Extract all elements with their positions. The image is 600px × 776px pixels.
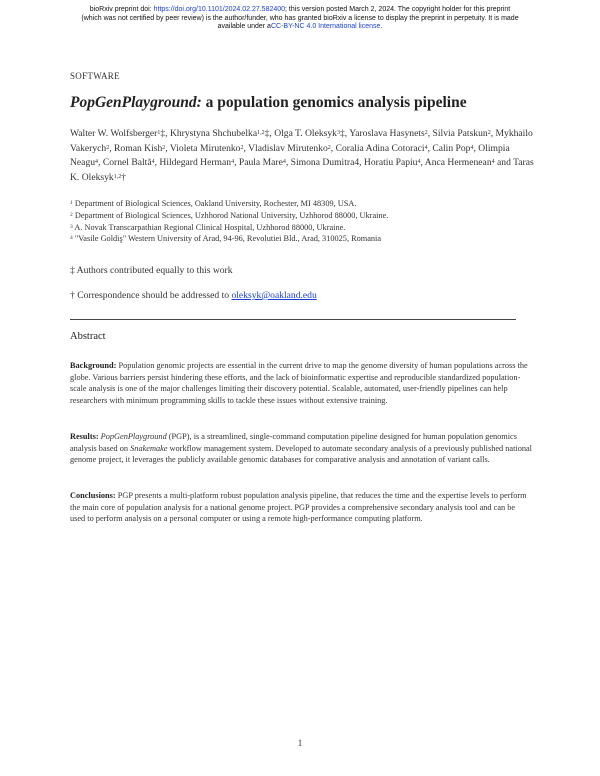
background-text: Population genomic projects are essential in the current drive to map the genome diversity of human populations across the globe. Various barriers persist hindering these efforts, and the lack of bioinformatic expertise and reproducible standardized population-scale analysis is one of the major challenges limiting their discovery potential. Scalable, automated, user-friendly pipelines can help researchers with minimum programming skills to tackle these issues without extensive training.	[70, 361, 528, 405]
author-name: Olimpia Neagu	[70, 142, 510, 168]
section-label: SOFTWARE	[70, 71, 120, 81]
author-separator: ,	[154, 157, 160, 168]
author-affil-sup: 4	[282, 159, 286, 165]
author-name: Vladislav Mirutenko	[248, 142, 328, 154]
author	[291, 157, 364, 168]
author-name: Simona Dumitra4	[290, 157, 360, 168]
correspondence-note	[70, 290, 317, 301]
affiliation-text: Department of Biological Sciences, Oakland University, Rochester, MI 48309, USA.	[74, 199, 357, 208]
author-name: Walter W. Wolfsberger	[70, 128, 158, 139]
abstract-results	[70, 431, 532, 466]
author-separator: ,	[359, 157, 364, 168]
author-name: Yaroslava Hasynets	[349, 128, 425, 139]
author-name: Silvia Patskun	[432, 128, 488, 139]
author-separator: ,	[330, 142, 336, 154]
author-affil-sup: 4	[417, 159, 421, 165]
author-affil-sup: 4	[231, 159, 235, 165]
author	[364, 157, 425, 168]
author-affil-sup: 4	[424, 144, 428, 151]
author-list	[70, 127, 540, 185]
author-affil-sup: 1,2	[257, 130, 265, 136]
author-affil-sup: 2	[106, 144, 110, 151]
paper-title	[70, 94, 540, 112]
author-name: Paula Mare	[238, 157, 283, 168]
author-separator: ,	[490, 128, 496, 139]
divider	[70, 319, 516, 320]
affiliation	[70, 222, 540, 234]
author-name: Violeta Mirutenko	[169, 142, 241, 154]
author-mark: ‡	[160, 128, 166, 139]
affiliation	[70, 210, 540, 222]
banner-line1-rest: ; this version posted March 2, 2024. The copyright holder for this preprint	[285, 6, 511, 13]
author-separator: ,	[109, 142, 115, 154]
author-separator: ,	[344, 128, 350, 139]
abstract-heading: Abstract	[70, 331, 106, 342]
abstract-conclusions	[70, 490, 532, 525]
affiliation	[70, 233, 540, 245]
author-affil-sup: 4	[151, 159, 155, 165]
author-affil-sup: 3	[336, 130, 340, 136]
affiliation-number: 2	[70, 211, 73, 218]
author-name: Mykhailo Vakerych	[70, 128, 533, 154]
author	[103, 157, 160, 168]
affiliation-text: Department of Biological Sciences, Uzhhorod National University, Uzhhorod 88000, Ukraine.	[74, 210, 389, 220]
author-separator: ,	[427, 128, 433, 139]
author-affil-sup: 2	[327, 144, 331, 151]
background-label: Background:	[70, 361, 117, 370]
affiliation-list	[70, 198, 540, 245]
author	[114, 143, 170, 154]
results-label: Results:	[70, 432, 99, 441]
results-mid: (PGP), is a streamlined, single-command computation pipeline designed for human population genomics analysis based on	[70, 432, 517, 453]
author-separator: ,	[243, 142, 249, 154]
author-affil-sup: 2	[240, 144, 244, 151]
author-affil-sup: 4	[470, 144, 474, 151]
author-separator: ,	[234, 157, 239, 168]
author	[239, 157, 291, 168]
author-separator: and	[494, 157, 514, 168]
page-number: 1	[297, 738, 303, 748]
banner-line3-prefix: available under a	[217, 23, 271, 30]
equal-contribution-note: ‡ Authors contributed equally to this work	[70, 265, 233, 276]
author-name: Roman Kish	[114, 142, 163, 154]
author	[70, 128, 170, 139]
doi-link[interactable]: https://doi.org/10.1101/2024.02.27.582400	[153, 6, 286, 13]
author-separator: ,	[165, 128, 170, 139]
author-affil-sup: 4	[491, 159, 495, 165]
author	[159, 157, 238, 168]
author-mark: ‡	[339, 128, 345, 139]
author-affil-sup: 2	[487, 130, 491, 136]
affiliation-number: 4	[70, 235, 73, 242]
author-separator: ,	[165, 142, 170, 154]
author-name: Hildegard Herman	[159, 157, 232, 168]
author-separator: ,	[473, 142, 479, 154]
author-name: Anca Hermenean	[424, 157, 492, 168]
results-end: workflow management system. Developed to automate secondary analysis of a previously published national genome project, it leverages the publicly available genomic databases for comparative analysis and annotation of variant calls.	[70, 443, 532, 465]
author	[432, 143, 478, 154]
author-name: Horatiu Papiu	[363, 157, 418, 168]
author-separator: ,	[427, 142, 433, 154]
author	[170, 128, 274, 139]
author-affil-sup: 4	[95, 159, 99, 165]
affiliation-text: "Vasile Goldiş" Western University of Arad, 94-96, Revolutiei Bld., Arad, 310025, Romania	[74, 234, 382, 244]
author-name: Cornel Baltă	[102, 157, 152, 168]
author-separator: ,	[98, 157, 103, 168]
results-italic: PopGenPlayground	[100, 432, 167, 441]
author	[248, 143, 335, 154]
banner-line3-suffix: .	[380, 23, 383, 30]
author-name: Khrystyna Shchubelka	[169, 128, 258, 139]
banner-line2: (which was not certified by peer review) is the author/funder, who has granted bioRxiv a license to display the preprint in perpetuity. It is made	[81, 14, 519, 22]
author	[274, 128, 349, 139]
author	[170, 143, 248, 154]
title-rest: a population genomics analysis pipeline	[201, 94, 467, 111]
correspondence-email-link[interactable]: oleksyk@oakland.edu	[231, 290, 317, 301]
results-italic2: Snakemake	[130, 443, 168, 453]
author-name: Calin Pop	[432, 142, 471, 154]
conclusions-label: Conclusions:	[70, 491, 116, 500]
author-separator: ,	[269, 128, 275, 139]
author-separator: ,	[285, 157, 291, 168]
affiliation-number: 1	[70, 200, 73, 206]
author-affil-sup: 1	[157, 130, 161, 136]
author-mark: ‡	[264, 128, 270, 139]
correspondence-prefix: † Correspondence should be addressed to	[70, 290, 232, 301]
author-name: Olga T. Oleksyk	[274, 128, 337, 139]
banner-prefix: bioRxiv preprint doi:	[89, 6, 154, 13]
affiliation	[70, 198, 540, 210]
author	[433, 128, 496, 139]
affiliation-text: A. Novak Transcarpathian Regional Clinical Hospital, Uzhhorod 88000, Ukraine.	[74, 222, 346, 232]
conclusions-text: PGP presents a multi-platform robust population analysis pipeline, that reduces the time and the expertise levels to perform the main core of population analysis for a national genome project. PGP provides a comprehensive secondary analysis tool and can be used to perform analysis on a personal computer or using a remote high-performance computing platform.	[70, 491, 527, 524]
author-name: Taras K. Oleksyk	[70, 157, 534, 183]
author	[336, 143, 433, 154]
author	[425, 157, 513, 168]
author-mark: †	[121, 171, 126, 183]
abstract-background	[70, 360, 532, 406]
author	[349, 128, 432, 139]
author-separator: ,	[420, 157, 425, 168]
author-affil-sup: 1,2	[113, 173, 122, 180]
author-name: Coralia Adina Cotoraci	[335, 142, 425, 154]
license-link[interactable]: CC-BY-NC 4.0 International license	[270, 23, 381, 30]
author-affil-sup: 2	[162, 144, 166, 151]
title-italic: PopGenPlayground:	[70, 94, 202, 111]
preprint-banner	[70, 6, 530, 32]
affiliation-number: 3	[70, 223, 73, 230]
author-affil-sup: 2	[424, 130, 428, 136]
